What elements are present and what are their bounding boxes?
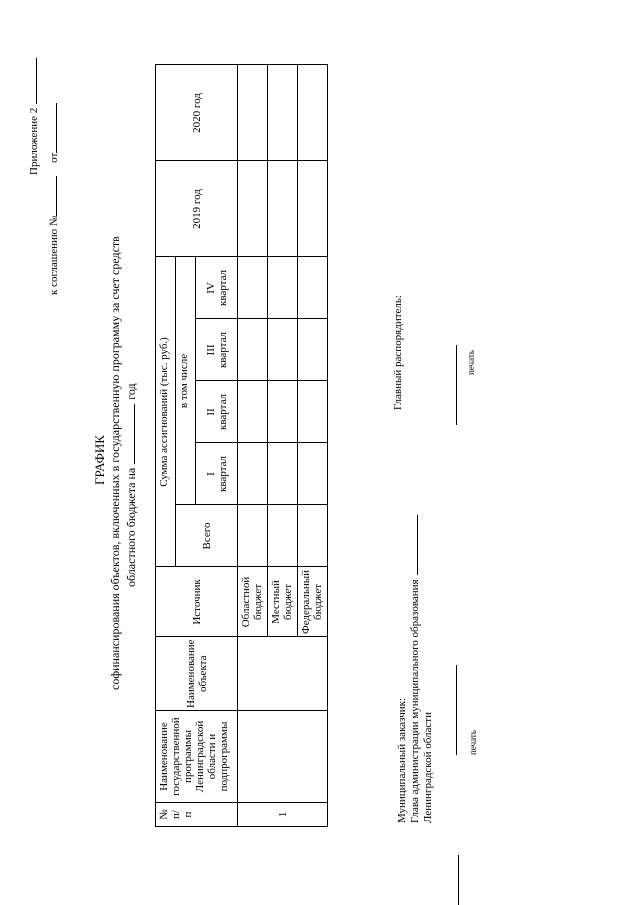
row-program [238,711,328,803]
header-q4: IV квартал [196,257,238,319]
header-q3: III квартал [196,319,238,381]
cell [298,381,328,443]
stamp-label: печать [468,730,478,755]
agreement-line: к соглашению № от [48,103,60,295]
header-source: Источник [156,567,238,637]
cell [238,65,268,161]
cell [238,319,268,381]
subtitle-line-2: областного бюджета нагод [124,383,138,587]
distributor-label: Главный распорядитель: [392,295,404,410]
row-num: 1 [238,803,328,827]
stamp-label: печать [466,350,476,375]
header-q1: I квартал [196,443,238,505]
cell [268,65,298,161]
cell [238,443,268,505]
cell [268,443,298,505]
row-source-federal: Федеральный бюджет [298,567,328,637]
row-source-regional: Областной бюджет [238,567,268,637]
cell [268,257,298,319]
cell [298,161,328,257]
cell [238,161,268,257]
financing-table [155,64,328,827]
cell [268,319,298,381]
header-2020: 2020 год [156,65,238,161]
header-program: Наименование государственной программы Ленинградской области и подпрограммы [156,711,238,803]
page-edge-line [458,855,459,905]
header-object: Наименование объекта [156,637,238,711]
cell [238,381,268,443]
cell [238,505,268,567]
cell [238,257,268,319]
customer-line-3: Ленинградской области [422,712,434,823]
subtitle-line-1: софинансирования объектов, включенных в государственную программу за счет средств [108,236,122,690]
header-including: в том числе [176,257,196,505]
customer-line-2: Глава администрации муниципального образования [409,515,421,823]
cell [298,319,328,381]
header-q2: II квартал [196,381,238,443]
header-total: Всего [176,505,238,567]
cell [268,505,298,567]
cell [268,161,298,257]
signature-line [456,345,457,425]
header-num: № п/ п [156,803,238,827]
header-amount: Сумма ассигнований (тыс. руб.) [156,257,176,567]
page-title: ГРАФИК [92,435,107,485]
header-2019: 2019 год [156,161,238,257]
appendix-label: Приложение 2 [28,58,40,175]
cell [298,65,328,161]
signature-line [456,665,457,755]
cell [298,257,328,319]
row-object [238,637,328,711]
cell [298,443,328,505]
customer-line-1: Муниципальный заказчик: [396,697,408,823]
row-source-local: Местный бюджет [268,567,298,637]
cell [268,381,298,443]
cell [298,505,328,567]
